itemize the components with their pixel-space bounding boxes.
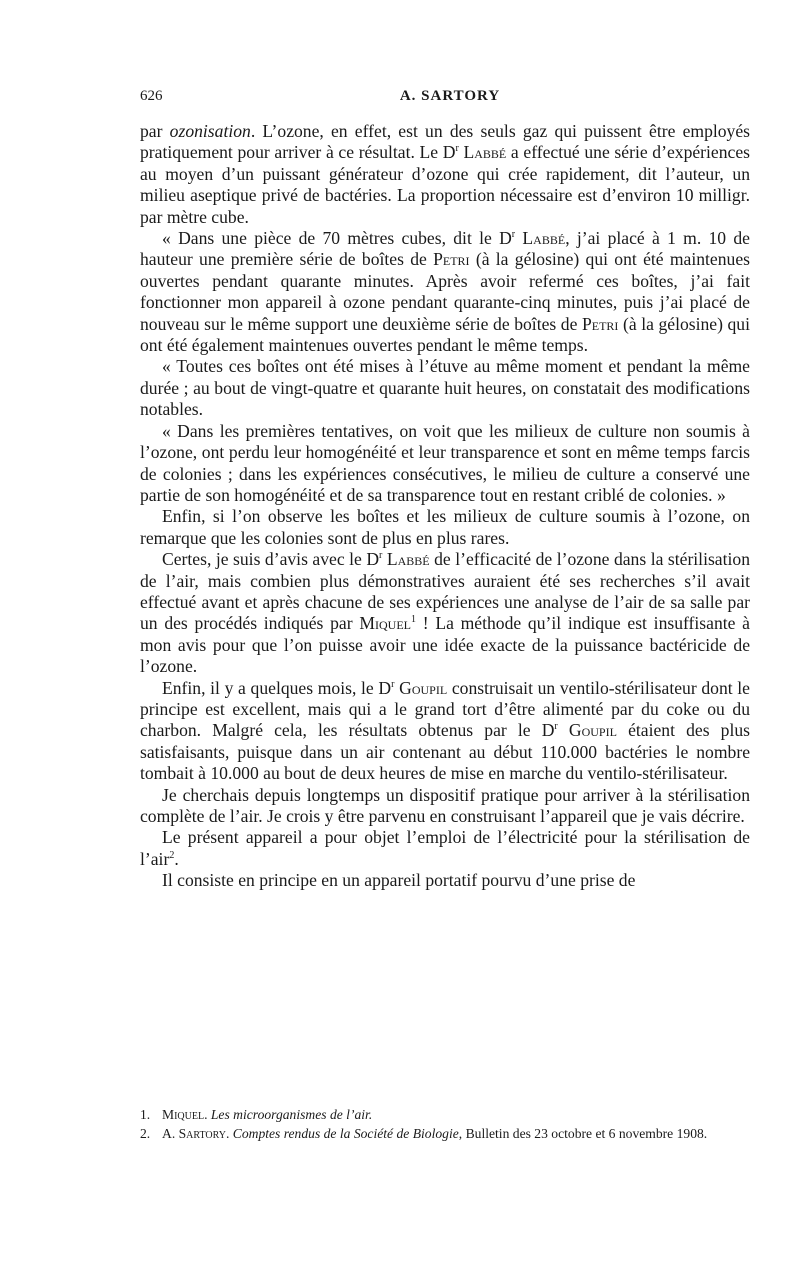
superscript: 1: [410, 614, 416, 626]
text-run: Certes, je suis d’avis avec le D: [162, 549, 380, 570]
superscript: 2: [169, 849, 175, 861]
text-run: . L’ozone, en effet, est un des seuls gaz qui puissent être employés pratiquement pour arriver à ce résultat. Le D: [140, 121, 750, 163]
paragraph: [140, 356, 750, 420]
paragraph: [140, 228, 750, 356]
text-run: .: [174, 848, 179, 869]
paragraph: [140, 870, 750, 891]
text-run: A.: [162, 1126, 179, 1141]
paragraph: [140, 785, 750, 828]
small-caps-name: Sartory: [178, 1126, 226, 1141]
superscript: r: [391, 678, 395, 690]
text-run: Le présent appareil a pour objet l’emploi de l’électricité pour la stérilisation de l’air: [140, 827, 750, 869]
text-run: « Toutes ces boîtes ont été mises à l’étuve au même moment et pendant la même durée ; au bout de vingt-quatre et quarante huit heures, on constatait des modifications notables.: [140, 356, 750, 420]
text-run: « Dans les premières tentatives, on voit que les milieux de culture non soumis à l’ozone, ont perdu leur homogénéité et leur transparence et sont en même temps farcis de colonies ; dans les expériences consécutives, le milieu de culture a conservé une partie de son homogénéité et de sa transparence tout en restant criblé de colonies. »: [140, 420, 750, 505]
italic-text: Les microorganismes de l’air.: [210, 1107, 373, 1122]
paragraph: [140, 121, 750, 228]
small-caps-name: Labbé: [463, 142, 507, 163]
text-run: , j’ai placé à 1 m. 10 de hauteur une première série de boîtes de: [140, 228, 750, 270]
text-run: de l’efficacité de l’ozone dans la stérilisation de l’air, mais combien plus démonstratives auraient été ses recherches s’il avait effectué avant et après chacune de ses expériences une analyse de l’air de sa salle par un des procédés indiqués par: [140, 549, 750, 634]
small-caps-name: Petri: [581, 313, 619, 334]
text-run: par: [140, 121, 170, 141]
paragraph: [140, 678, 750, 785]
running-head: A. SARTORY: [399, 88, 501, 104]
footnote: [140, 1105, 750, 1124]
text-run: .: [204, 1107, 211, 1122]
small-caps-name: Miquel: [359, 613, 411, 634]
text-run: construisait un ventilo-stérilisateur dont le principe est excellent, mais qui a le grand tort d’être alimenté par du coke ou du charbon. Malgré cela, les résultats obtenus par le D: [140, 677, 750, 741]
text-run: [558, 720, 569, 740]
text-run: (à la gélosine) qui ont été maintenues ouvertes pendant quarante minutes. Après avoir refermé ces boîtes, j’ai fait fonctionner mon appareil à ozone pendant quarante-cinq minutes, puis j’ai placé de nouveau sur le même support une deuxième série de boîtes de: [140, 249, 750, 334]
text-run: Enfin, il y a quelques mois, le D: [162, 677, 392, 698]
superscript: r: [455, 143, 459, 155]
italic-text: ozonisation: [169, 121, 251, 141]
footnotes: [140, 1105, 750, 1143]
text-run: Enfin, si l’on observe les boîtes et les milieux de culture soumis à l’ozone, on remarque que les colonies sont de plus en plus rares.: [140, 506, 750, 548]
paragraph: [140, 827, 750, 870]
text-run: « Dans une pièce de 70 mètres cubes, dit le D: [162, 228, 512, 249]
small-caps-name: Labbé: [386, 549, 430, 570]
body-text: [140, 121, 750, 892]
text-run: (à la gélosine) qui ont été également maintenues ouvertes pendant le même temps.: [140, 313, 750, 356]
superscript: r: [554, 721, 558, 733]
small-caps-name: Goupil: [399, 677, 448, 698]
paragraph: [140, 549, 750, 677]
small-caps-name: Miquel: [162, 1107, 205, 1122]
superscript: r: [379, 550, 383, 562]
text-run: Je cherchais depuis longtemps un dispositif pratique pour arriver à la stérilisation complète de l’air. Je crois y être parvenu en construisant l’appareil que je vais décrire.: [140, 784, 750, 826]
italic-text: Comptes rendus de la Société de Biologie: [232, 1126, 459, 1141]
text-run: ! La méthode qu’il indique est insuffisante à mon avis pour que l’on puisse avoir une idée exacte de la puissance bactéricide de l’ozone.: [140, 613, 750, 677]
text-run: Il consiste en principe en un appareil portatif pourvu d’une prise de: [162, 870, 636, 891]
small-caps-name: Goupil: [568, 720, 617, 741]
superscript: r: [511, 229, 516, 241]
text-run: , Bulletin des 23 octobre et 6 novembre 1908.: [458, 1126, 708, 1141]
page-header: [140, 88, 760, 112]
small-caps-name: Petri: [433, 249, 470, 270]
page-number: 626: [140, 88, 163, 104]
small-caps-name: Labbé: [522, 228, 566, 249]
paragraph: [140, 506, 750, 549]
footnote-number: 1.: [140, 1107, 151, 1122]
text-run: étaient des plus satisfaisants, puisque dans un air contenant au début 110.000 bactéries le nombre tombait à 10.000 au bout de deux heures de mise en marche du ventilo-stérilisateur.: [140, 720, 750, 784]
text-run: a effectué une série d’expériences au moyen d’un puissant générateur d’ozone qui crée rapidement, dit l’auteur, un milieu aseptique privé de bactéries. La proportion nécessaire est d’environ 10 milligr. par mètre cube.: [140, 142, 750, 227]
footnote-number: 2.: [140, 1126, 151, 1141]
footnote: [140, 1124, 750, 1143]
paragraph: [140, 421, 750, 507]
text-run: .: [225, 1126, 233, 1141]
